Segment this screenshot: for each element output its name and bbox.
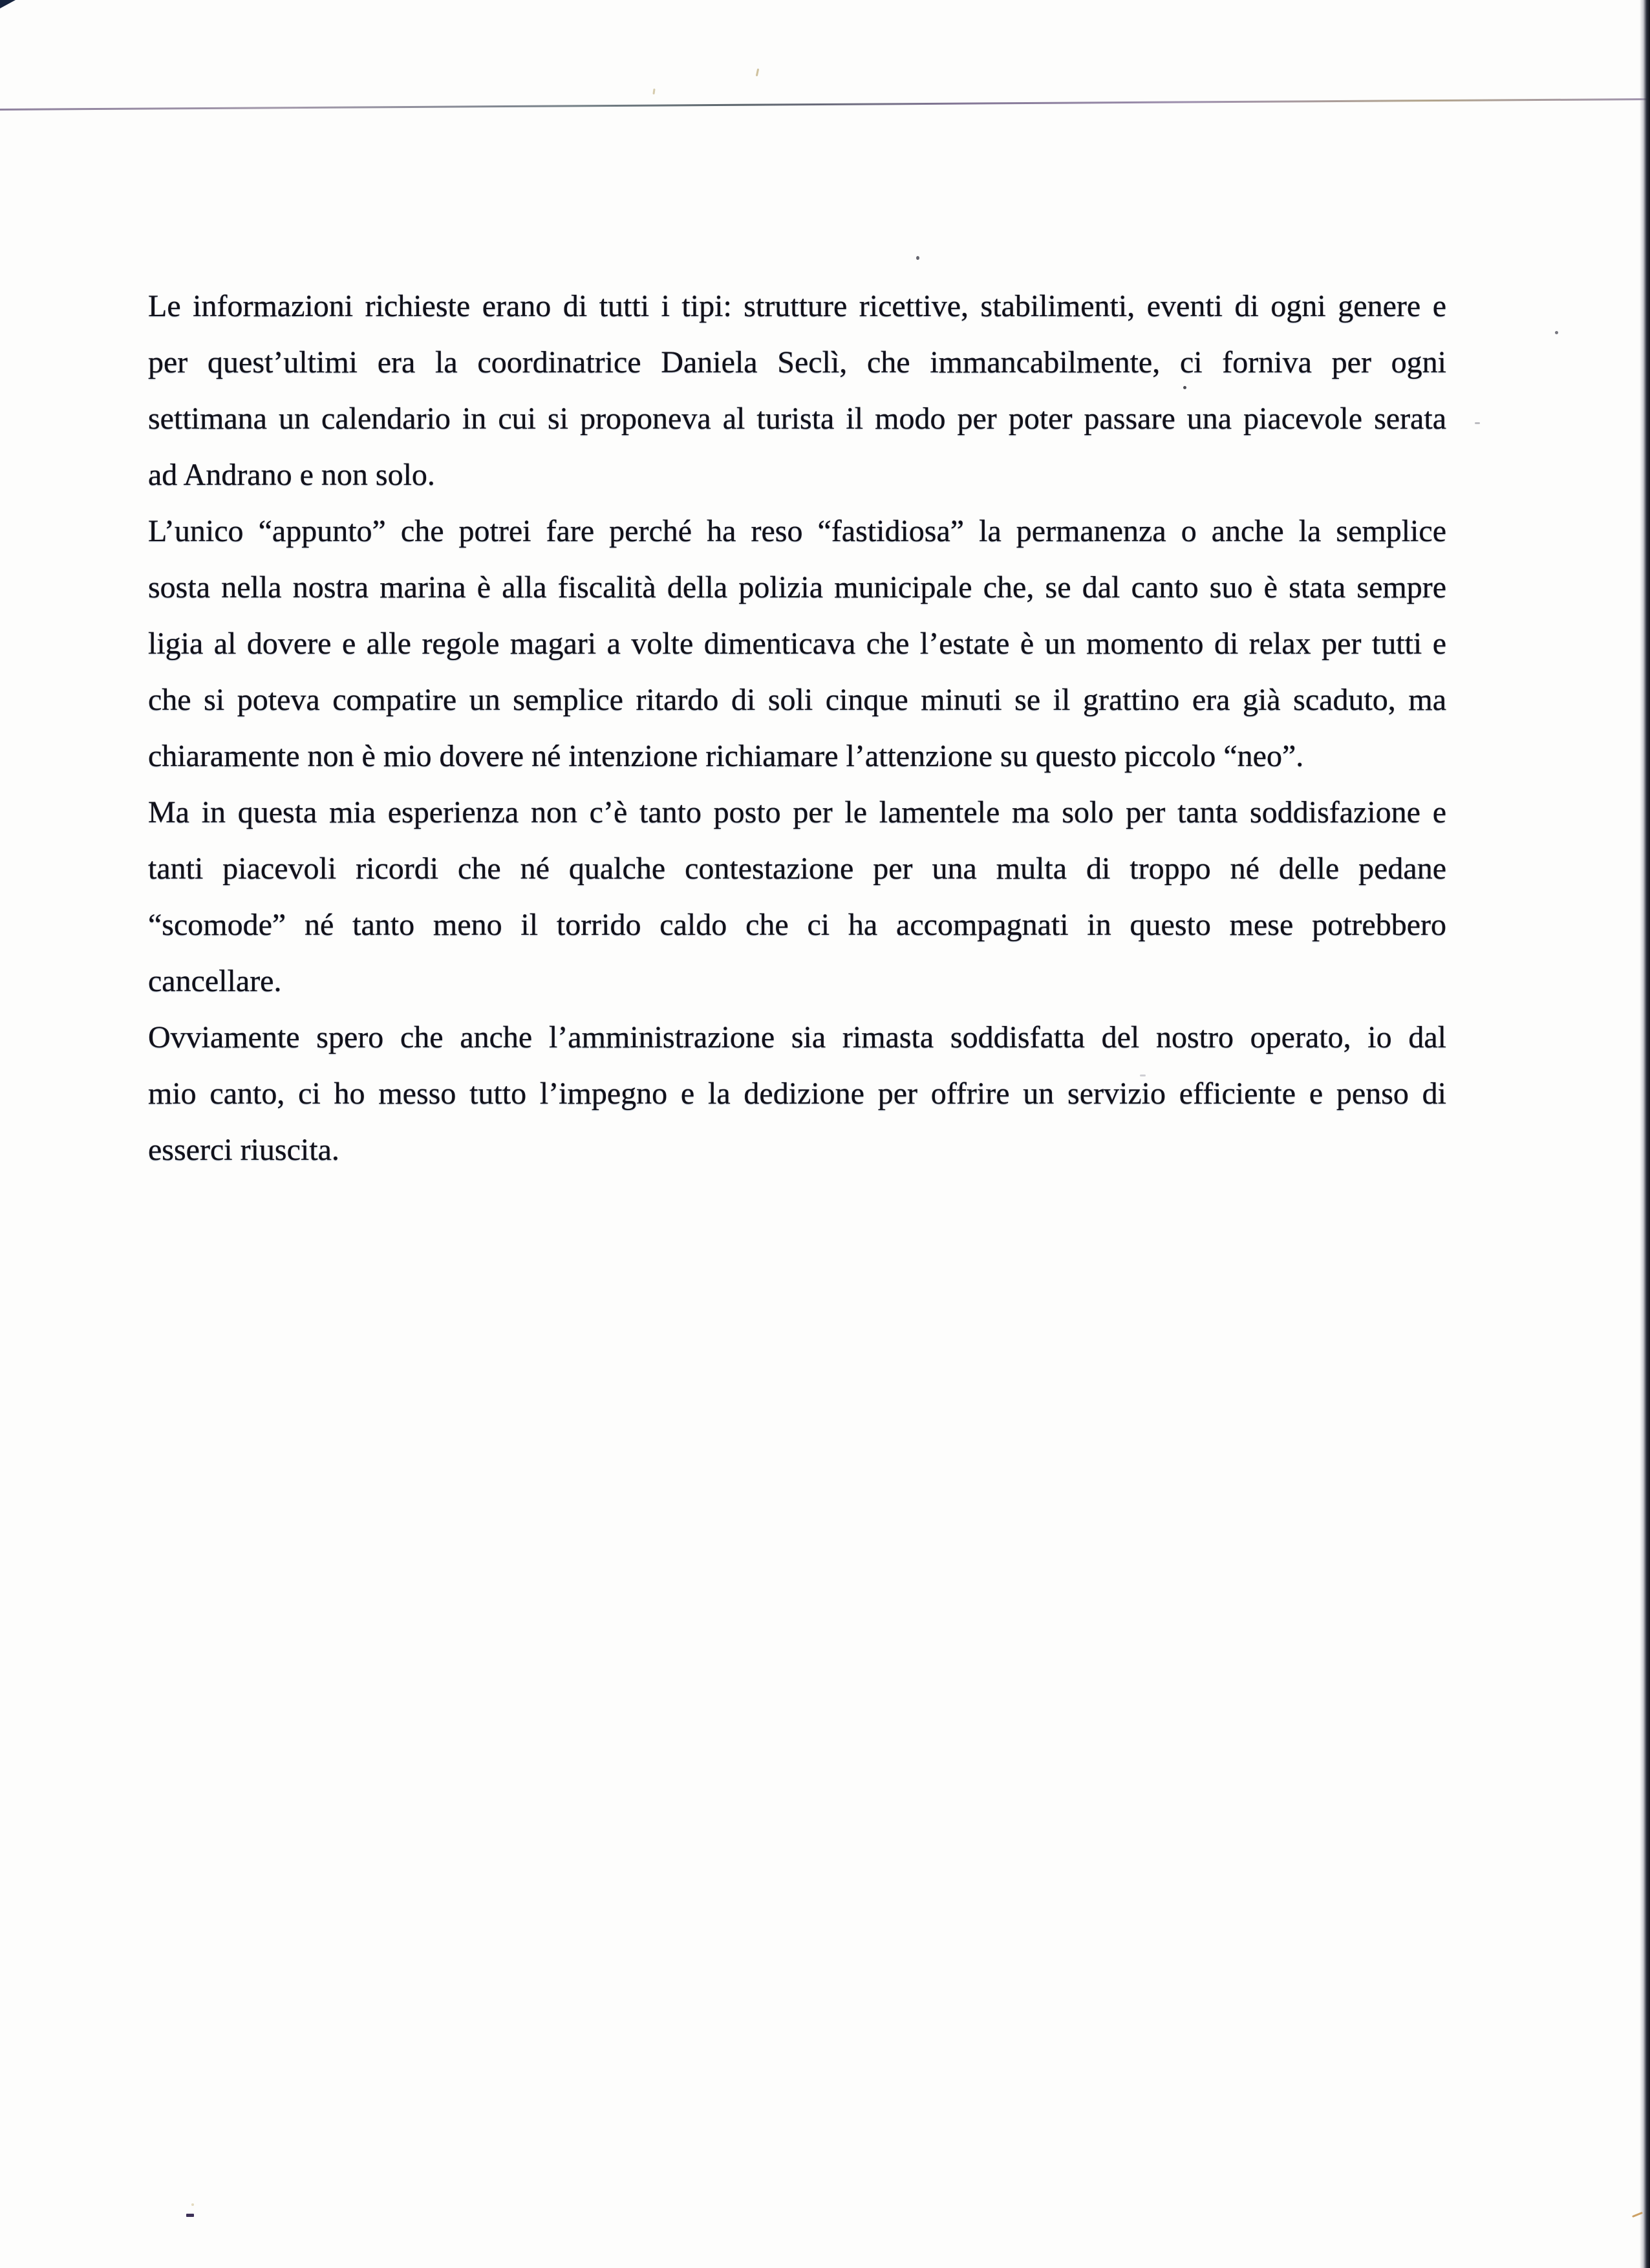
scan-horizontal-line-artifact	[0, 98, 1650, 111]
scan-speck	[191, 2203, 194, 2206]
scan-speck	[916, 256, 919, 260]
text-line: Ovviamente spero che anche l’amministrazione sia rimasta soddisfatta del nostro operato, io dal	[148, 1020, 1446, 1054]
text-line: Ma in questa mia esperienza non c’è tanto posto per le lamentele ma solo per tanta soddisfazione e	[148, 795, 1446, 829]
text-line: ligia al dovere e alle regole magari a volte dimenticava che l’estate è un momento di relax per tutti e	[148, 626, 1446, 661]
text-line: ad Andrano e non solo.	[148, 458, 435, 492]
scan-right-edge-shadow	[1640, 0, 1650, 2268]
text-line: chiaramente non è mio dovere né intenzione richiamare l’attenzione su questo piccolo “neo”.	[148, 739, 1304, 773]
scan-speck	[1555, 331, 1558, 334]
text-line: per quest’ultimi era la coordinatrice Daniela Seclì, che immancabilmente, ci forniva per ogni	[148, 345, 1446, 380]
text-line: cancellare.	[148, 964, 282, 998]
letter-body	[148, 278, 1446, 1178]
text-line: esserci riuscita.	[148, 1133, 339, 1167]
scan-speck	[756, 69, 759, 76]
text-line: mio canto, ci ho messo tutto l’impegno e la dedizione per offrire un servizio efficiente e penso di	[148, 1076, 1446, 1111]
text-line: settimana un calendario in cui si proponeva al turista il modo per poter passare una piacevole serata	[148, 401, 1446, 436]
text-line: sosta nella nostra marina è alla fiscalità della polizia municipale che, se dal canto suo è stata sempre	[148, 570, 1446, 604]
scan-speck	[186, 2214, 194, 2217]
text-line: “scomode” né tanto meno il torrido caldo che ci ha accompagnati in questo mese potrebbero	[148, 908, 1446, 942]
text-line: tanti piacevoli ricordi che né qualche contestazione per una multa di troppo né delle pedane	[148, 851, 1446, 886]
scan-speck	[1475, 422, 1480, 424]
scan-speck	[652, 89, 655, 94]
scan-corner-artifact	[0, 0, 16, 8]
text-line: L’unico “appunto” che potrei fare perché ha reso “fastidiosa” la permanenza o anche la semplice	[148, 514, 1446, 548]
text-line: che si poteva compatire un semplice ritardo di soli cinque minuti se il grattino era già scaduto, ma	[148, 683, 1446, 717]
text-line: Le informazioni richieste erano di tutti i tipi: strutture ricettive, stabilimenti, eventi di ogni genere e	[148, 289, 1446, 323]
